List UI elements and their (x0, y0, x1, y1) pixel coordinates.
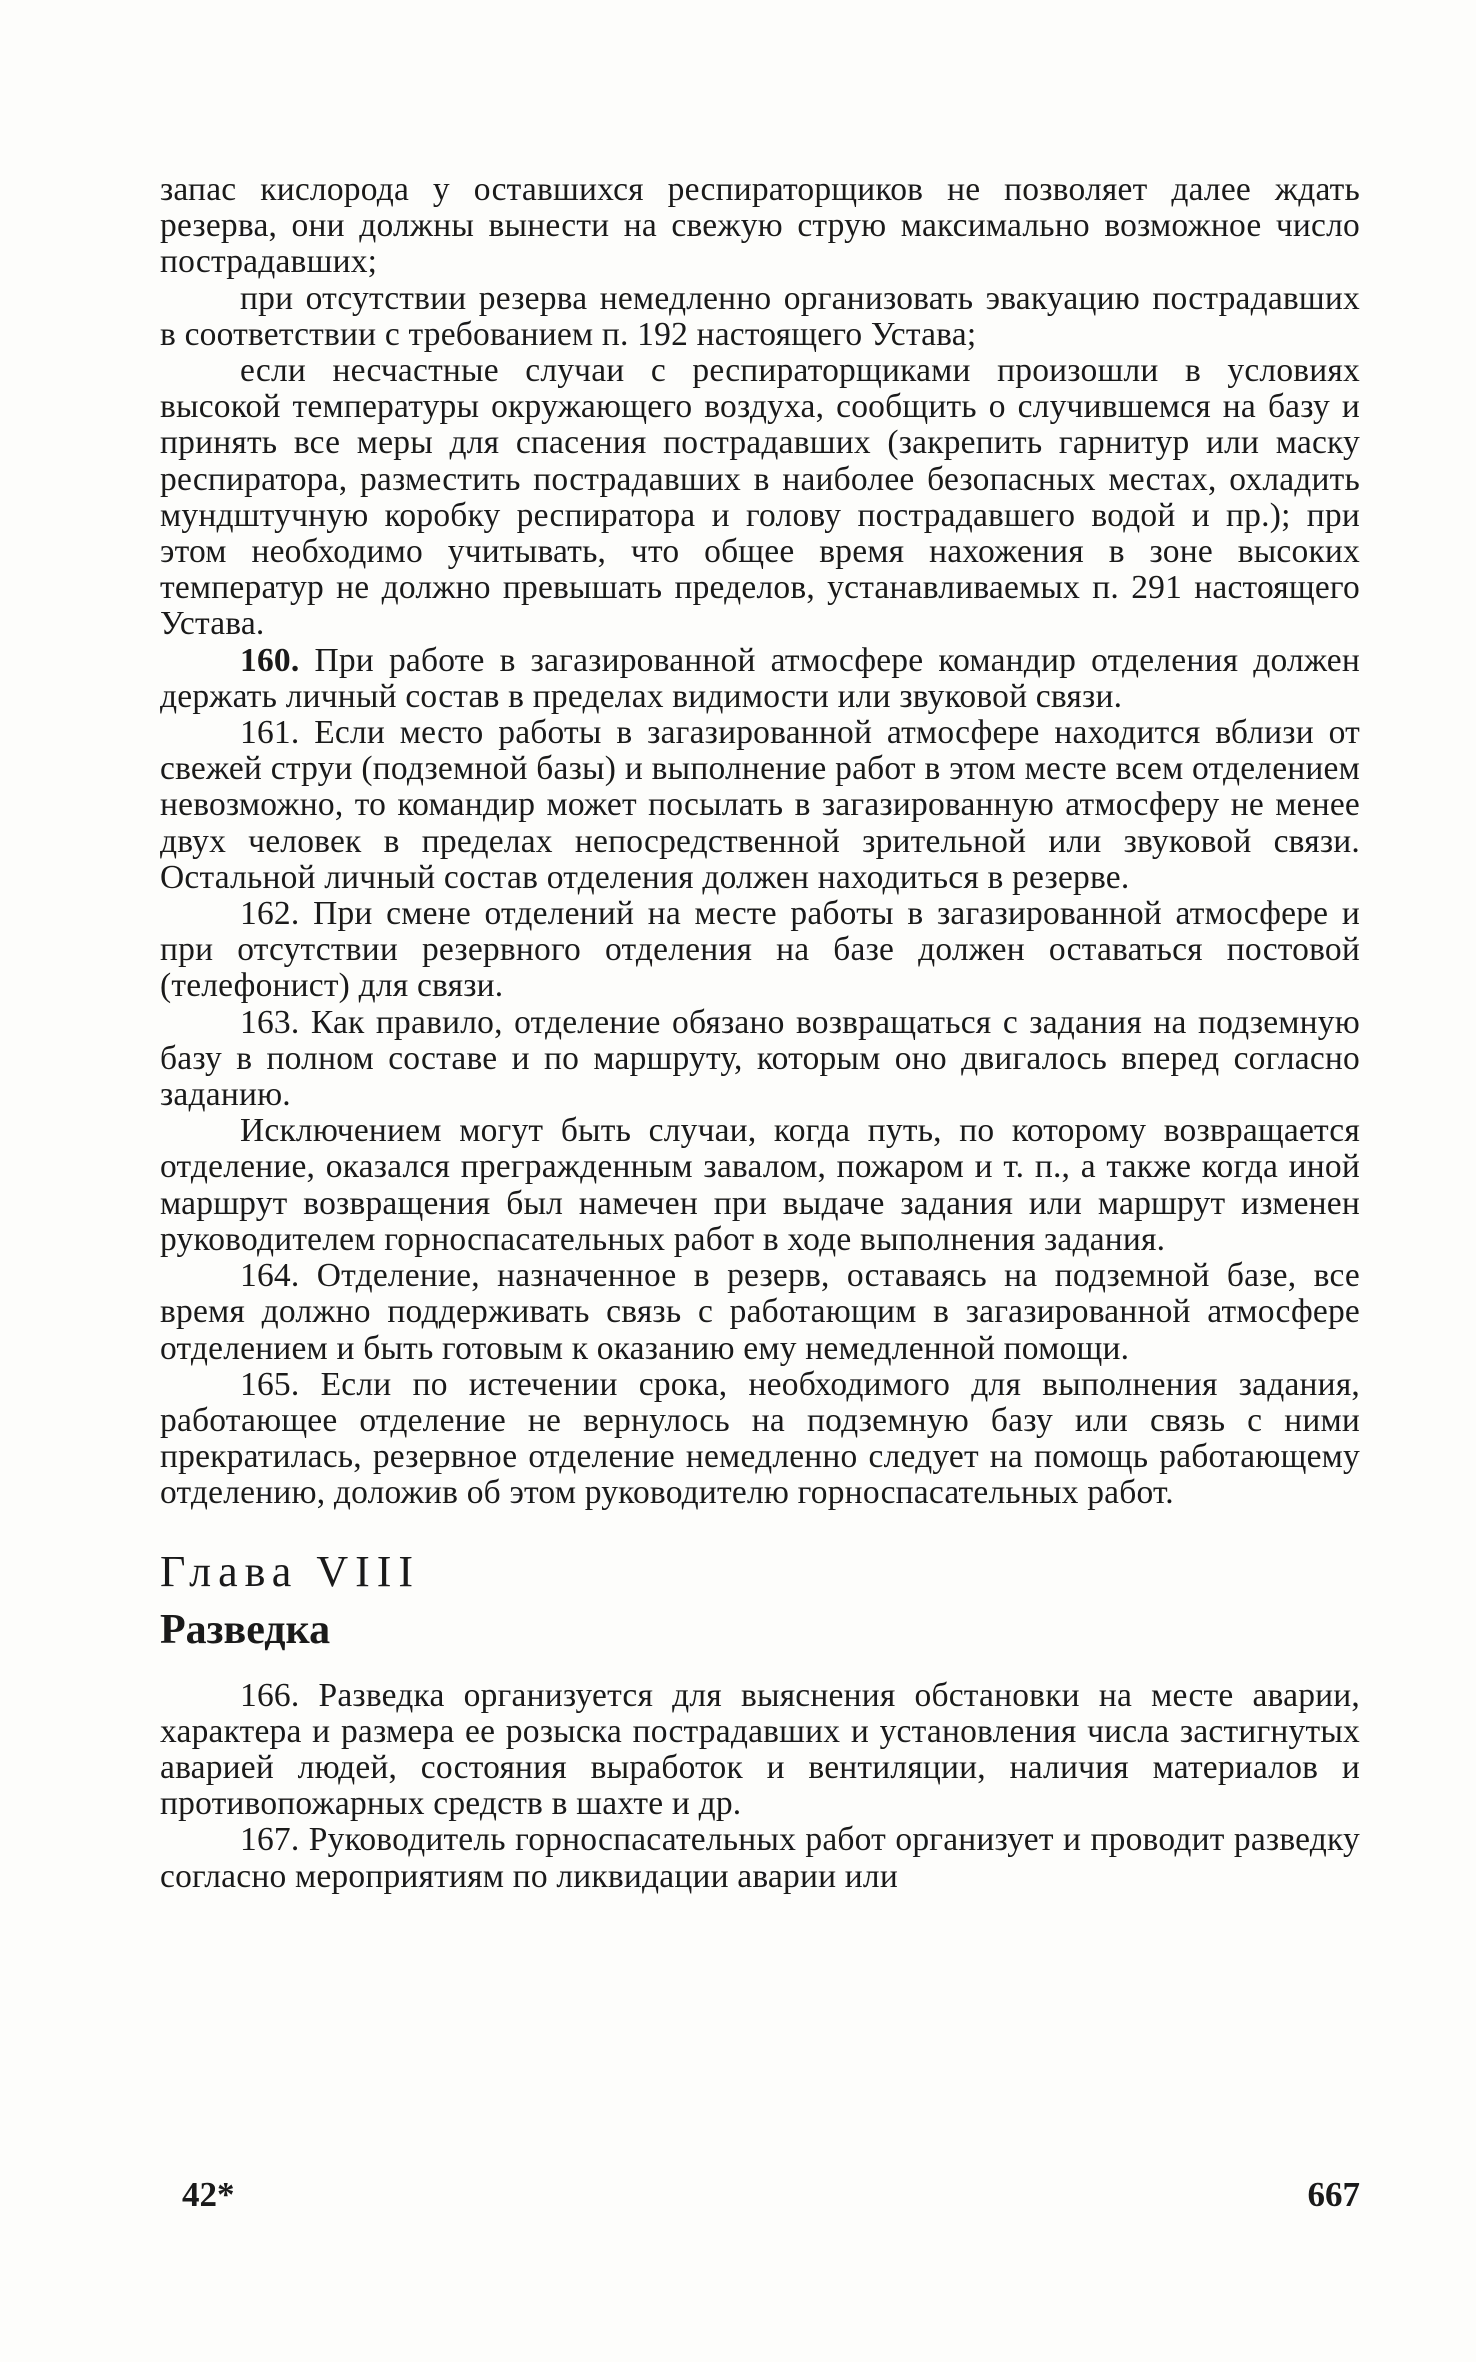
paragraph-number: 161. (240, 714, 300, 752)
paragraph-text: Как правило, отделение обязано возвращаться с задания на подземную базу в полном составе и по маршруту, которым оно двигалось вперед согласно заданию. (160, 1003, 1360, 1114)
signature-mark: 42* (182, 2175, 235, 2214)
chapter-heading: Глава VIII (160, 1546, 421, 1596)
paragraph-164 (160, 1258, 1360, 1367)
page-footer (182, 2172, 1360, 2218)
paragraph-number: 165. (240, 1365, 300, 1403)
section-title: Разведка (160, 1606, 331, 1653)
paragraph-continued: запас кислорода у оставшихся респираторщиков не позволяет далее ждать резерва, они должны вынести на свежую струю максимально возможное число пострадавших; (160, 171, 1360, 281)
paragraph-162 (160, 896, 1360, 1005)
paragraph-160 (160, 643, 1360, 715)
paragraph-165 (160, 1367, 1360, 1512)
paragraph-number: 163. (240, 1003, 300, 1041)
paragraph-161 (160, 715, 1360, 896)
paragraph-text: При работе в загазированной атмосфере командир отделения должен держать личный состав в пределах видимости или звуковой связи. (160, 641, 1360, 715)
paragraph-text: Отделение, назначенное в резерв, оставаясь на подземной базе, все время должно поддерживать связь с работающим в загазированной атмосфере отделением и быть готовым к оказанию ему немедленной помощи. (160, 1257, 1361, 1367)
paragraph-text: Если место работы в загазированной атмосфере находится вблизи от свежей струи (подземной базы) и выполнение работ в этом месте всем отделением невозможно, то командир может посылать в загазированную атмосферу не менее двух человек в пределах непосредственной зрительной или звуковой связи. Остальной личный состав отделения должен находиться в резерве. (160, 714, 1360, 896)
main-text (160, 172, 1360, 1895)
paragraph-number: 164. (240, 1257, 300, 1295)
paragraph-text: При смене отделений на месте работы в загазированной атмосфере и при отсутствии резервного отделения на базе должен оставаться постовой (телефонист) для связи. (160, 895, 1360, 1005)
paragraph-text: Разведка организуется для выяснения обстановки на месте аварии, характера и размера ее розыска пострадавших и установления числа застигнутых аварией людей, состояния выработок и вентиляции, наличия материалов и противопожарных средств в шахте и др. (160, 1676, 1360, 1823)
paragraph-166 (160, 1678, 1360, 1823)
paragraph-167 (160, 1822, 1360, 1894)
paragraph-text: Если по истечении срока, необходимого для выполнения задания, работающее отделение не вернулось на подземную базу или связь с ними прекратилась, резервное отделение немедленно следует на помощь работающему отделению, доложив об этом руководителю горноспасательных работ. (160, 1365, 1360, 1512)
page-number: 667 (1307, 2175, 1360, 2214)
paragraph-163-exceptions: Исключением могут быть случаи, когда путь, по которому возвращается отделение, оказался прегражденным завалом, пожаром и т. п., а также когда иной маршрут возвращения был намечен при выдаче задания или маршрут изменен руководителем горноспасательных работ в ходе выполнения задания. (160, 1112, 1360, 1258)
paragraph-163 (160, 1005, 1360, 1114)
paragraph-number: 167. (240, 1821, 300, 1859)
paragraph-number: 166. (240, 1676, 300, 1714)
paragraph-number: 162. (240, 895, 300, 933)
paragraph-evacuation: при отсутствии резерва немедленно организовать эвакуацию пострадавших в соответствии с требованием п. 192 настоящего Устава; (160, 279, 1360, 353)
paragraph-text: Руководитель горноспасательных работ организует и проводит разведку согласно мероприятиям по ликвидации аварии или (160, 1821, 1360, 1895)
paragraph-number: 160. (240, 641, 300, 679)
paragraph-high-temperature: если несчастные случаи с респираторщиками произошли в условиях высокой температуры окружающего воздуха, сообщить о случившемся на базу и принять все меры для спасения пострадавших (закрепить гарнитур или маску респиратора, разместить пострадавших в наиболее безопасных местах, охладить мундштучную коробку респиратора и голову пострадавшего водой и пр.); при этом необходимо учитывать, что общее время нахожения в зоне высоких температур не должно превышать пределов, устанавливаемых п. 291 настоящего Устава. (160, 352, 1360, 643)
